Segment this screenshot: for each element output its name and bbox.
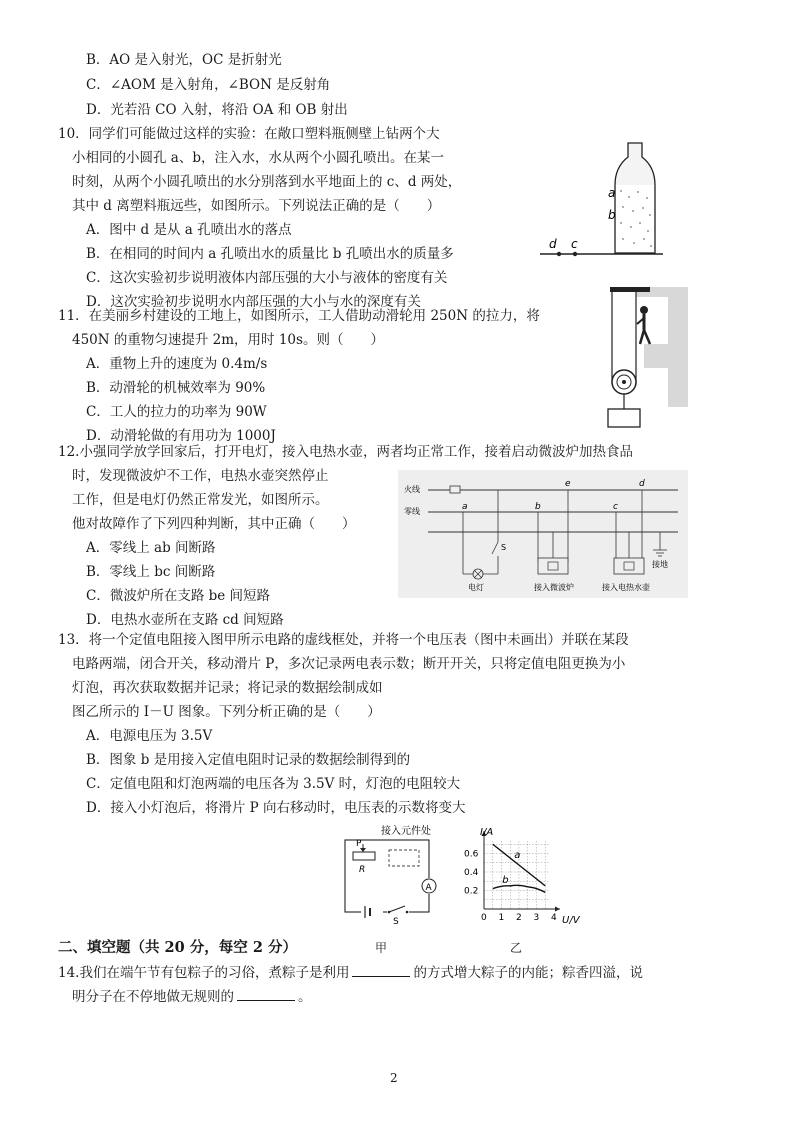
q12-stem-3: 工作，但是电灯仍然正常发光，如图所示。 <box>72 492 329 508</box>
slot-label: 接入元件处 <box>381 826 431 837</box>
section-heading: 二、填空题（共 20 分，每空 2 分） <box>58 939 297 956</box>
kettle-label: 接入电热水壶 <box>602 583 650 592</box>
microwave-label: 接入微波炉 <box>534 583 574 592</box>
bottle-figure <box>535 135 665 265</box>
q12-stem-1: 12.小强同学放学回家后，打开电灯，接入电热水壶，两者均正常工作，接着启动微波炉加热食品 <box>58 444 633 460</box>
q11-stem-2: 450N 的重物匀速提升 2m，用时 10s。则（ ） <box>72 332 384 348</box>
pulley-figure <box>600 282 700 432</box>
node-b: b <box>535 502 541 512</box>
series-a-label: a <box>514 850 521 862</box>
circuit-jia-figure <box>335 820 445 925</box>
label-b: b <box>608 208 616 222</box>
q12-option-b: B．零线上 bc 间断路 <box>86 564 216 580</box>
figure-label-yi: 乙 <box>510 941 523 955</box>
y-tick-label: 0.2 <box>464 886 479 897</box>
iu-chart <box>450 825 590 925</box>
q10-option-a: A．图中 d 是从 a 孔喷出水的落点 <box>86 222 292 238</box>
q14-blank-1[interactable] <box>352 962 410 977</box>
q10-option-d: D．这次实验初步说明水内部压强的大小与水的深度有关 <box>86 294 421 310</box>
q12-option-d: D．电热水壶所在支路 cd 间短路 <box>86 612 284 628</box>
q14-line-2 <box>72 986 312 1007</box>
q12-option-c: C．微波炉所在支路 be 间短路 <box>86 588 271 604</box>
q11-option-d: D．动滑轮做的有用功为 1000J <box>86 428 276 444</box>
q11-option-a: A．重物上升的速度为 0.4m/s <box>86 356 268 372</box>
series-b-label: b <box>502 874 509 886</box>
q13-option-a: A．电源电压为 3.5V <box>86 728 213 744</box>
q14-line-1 <box>58 962 643 983</box>
ground-label: 接地 <box>652 560 668 569</box>
ammeter-label: A <box>425 883 432 893</box>
chart-axes <box>482 831 561 912</box>
neutral-wire-label: 零线 <box>404 507 420 516</box>
q11-option-c: C．工人的拉力的功率为 90W <box>86 404 267 420</box>
switch-s-label: S <box>393 917 399 925</box>
x-tick-label: 1 <box>498 913 505 923</box>
q13-option-b: B．图象 b 是用接入定值电阻时记录的数据绘制得到的 <box>86 752 411 768</box>
node-d: d <box>639 479 645 489</box>
q12-stem-2: 时，发现微波炉不工作，电热水壶突然停止 <box>72 468 329 484</box>
q11-option-b: B．动滑轮的机械效率为 90% <box>86 380 266 396</box>
q10-stem-1: 10．同学们可能做过这样的实验：在敞口塑料瓶侧壁上钻两个大 <box>58 126 440 142</box>
q13-stem-4: 图乙所示的 I－U 图象。下列分析正确的是（ ） <box>72 704 381 720</box>
label-c: c <box>571 237 578 251</box>
page-number: 2 <box>390 1071 398 1085</box>
y-tick-label: 0.4 <box>464 868 479 878</box>
x-tick-label: 0 <box>481 913 487 923</box>
q14-text-1b: 的方式增大粽子的内能；粽香四溢，说 <box>413 965 643 981</box>
q14-text-2a: 明分子在不停地做无规则的 <box>72 989 234 1005</box>
q13-stem-1: 13．将一个定值电阻接入图甲所示电路的虚线框处，并将一个电压表（图中未画出）并联在某段 <box>58 632 629 648</box>
q10-stem-3: 时刻，从两个小圆孔喷出的水分别落到水平地面上的 c、d 两处， <box>72 174 462 190</box>
q10-stem-2: 小相同的小圆孔 a、b，注入水，水从两个小圆孔喷出。在某一 <box>72 150 444 166</box>
switch-label: S <box>501 543 507 552</box>
resistor-r-label: R <box>359 865 366 875</box>
label-a: a <box>608 186 616 200</box>
node-e: e <box>565 479 571 489</box>
q10-stem-4: 其中 d 离塑料瓶远些，如图所示。下列说法正确的是（ ） <box>72 198 441 214</box>
q14-blank-2[interactable] <box>237 986 295 1001</box>
node-c: c <box>613 502 618 512</box>
q9-option-c: C．∠AOM 是入射角，∠BON 是反射角 <box>86 77 331 93</box>
label-d: d <box>549 237 557 251</box>
y-tick-label: 0.6 <box>464 849 479 860</box>
node-a: a <box>462 502 468 512</box>
x-axis-arrow <box>555 907 560 912</box>
lamp-label: 电灯 <box>468 583 484 592</box>
y-axis-label: I/A <box>480 827 494 838</box>
q14-text-1a: 14.我们在端午节有包粽子的习俗，煮粽子是利用 <box>58 965 350 981</box>
household-circuit-figure <box>398 470 688 598</box>
x-tick-label: 4 <box>551 913 557 923</box>
x-tick-label: 2 <box>516 913 522 923</box>
q13-stem-2: 电路两端，闭合开关，移动滑片 P，多次记录两电表示数；断开开关，只将定值电阻更换为小 <box>72 656 626 672</box>
x-axis-label: U/V <box>562 915 580 925</box>
live-wire-label: 火线 <box>404 485 420 494</box>
q9-option-b: B．AO 是入射光，OC 是折射光 <box>86 52 282 68</box>
q11-stem-1: 11．在美丽乡村建设的工地上，如图所示，工人借助动滑轮用 250N 的拉力，将 <box>58 308 540 324</box>
slider-p-label: P <box>356 839 362 849</box>
figure-label-jia: 甲 <box>375 941 388 955</box>
q12-stem-4: 他对故障作了下列四种判断，其中正确（ ） <box>72 516 356 532</box>
q10-option-c: C．这次实验初步说明液体内部压强的大小与液体的密度有关 <box>86 270 448 286</box>
q13-stem-3: 灯泡，再次获取数据并记录；将记录的数据绘制成如 <box>72 680 383 696</box>
q13-option-c: C．定值电阻和灯泡两端的电压各为 3.5V 时，灯泡的电阻较大 <box>86 776 461 792</box>
q10-option-b: B．在相同的时间内 a 孔喷出水的质量比 b 孔喷出水的质量多 <box>86 246 454 262</box>
q12-option-a: A．零线上 ab 间断路 <box>86 540 216 556</box>
q9-option-d: D．光若沿 CO 入射，将沿 OA 和 OB 射出 <box>86 102 348 118</box>
q13-option-d: D．接入小灯泡后，将滑片 P 向右移动时，电压表的示数将变大 <box>86 800 466 816</box>
q14-text-2b: 。 <box>298 989 312 1005</box>
x-tick-label: 3 <box>533 913 540 923</box>
